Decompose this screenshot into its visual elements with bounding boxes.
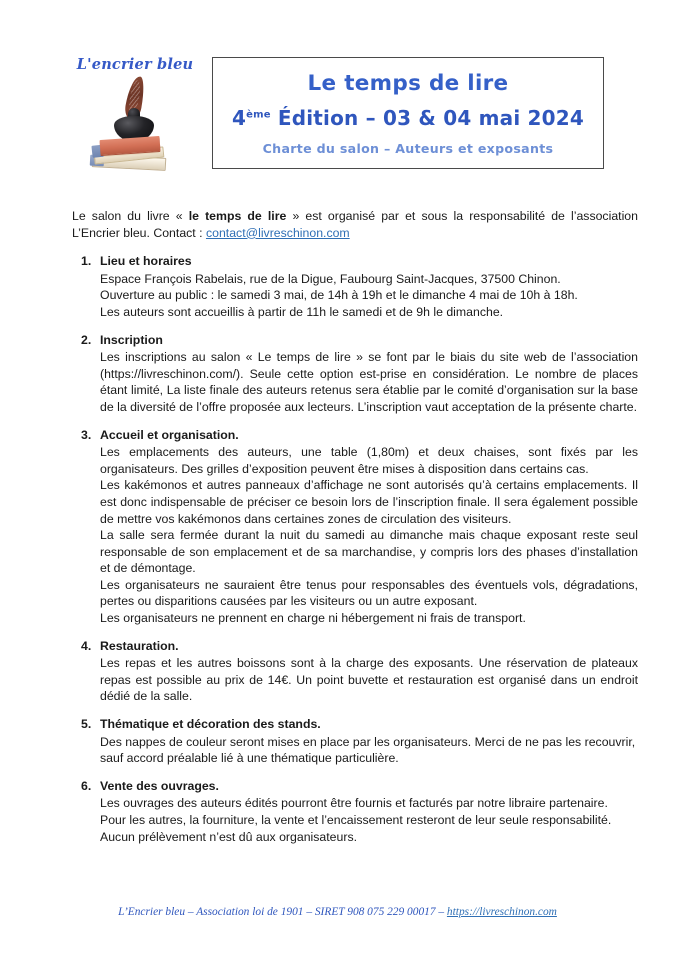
section-item: [72, 332, 638, 416]
section-body: [100, 271, 638, 321]
footer-text: L’Encrier bleu – Association loi de 1901 – SIRET 908 075 229 00017 –: [118, 906, 447, 918]
document-header: [0, 46, 675, 176]
section-title: Lieu et horaires: [100, 254, 192, 269]
section-paragraph: Les repas et les autres boissons sont à la charge des exposants. Une réservation de plateaux repas est possible au prix de 14€. Un point buvette et restauration est organisé dans un endroit dédié de la salle.: [100, 656, 638, 704]
document-subtitle: Charte du salon – Auteurs et exposants: [262, 141, 554, 156]
document-content: [72, 208, 638, 856]
section-item: [72, 253, 638, 320]
contact-email-link[interactable]: contact@livreschinon.com: [205, 225, 350, 240]
section-item: [72, 778, 638, 845]
section-paragraph: Espace François Rabelais, rue de la Digue, Faubourg Saint-Jacques, 37500 Chinon.: [100, 271, 561, 286]
sections-list: [72, 253, 638, 845]
section-paragraph: Pour les autres, la fourniture, la vente et l’encaissement resteront de leur seule responsabilité.: [100, 813, 612, 827]
association-logo: [72, 56, 198, 176]
section-title: Restauration.: [100, 638, 179, 653]
section-paragraph: Les auteurs sont accueillis à partir de 11h le samedi et de 9h le dimanche.: [100, 304, 504, 319]
section-body: [100, 655, 638, 705]
section-paragraph: Des nappes de couleur seront mises en place par les organisateurs. Merci de ne pas les recouvrir, sauf accord préalable lié à une thématique particulière.: [100, 734, 636, 766]
document-footer: [0, 906, 675, 918]
section-title: Accueil et organisation.: [100, 427, 239, 442]
footer-website-link[interactable]: https://livreschinon.com: [446, 906, 557, 918]
section-item: [72, 427, 638, 627]
section-title: Thématique et décoration des stands.: [100, 717, 321, 732]
edition-number: 4: [231, 106, 247, 130]
intro-text-after: » est organisé par et sous la responsabilité de l’association L’Encrier bleu. Contact :: [72, 209, 638, 240]
section-paragraph: Les ouvrages des auteurs édités pourront être fournis et facturés par notre libraire partenaire.: [100, 796, 608, 811]
section-body: [100, 734, 638, 767]
section-body: [100, 444, 638, 627]
intro-text-before: Le salon du livre «: [72, 209, 189, 223]
section-paragraph: Les organisateurs ne sauraient être tenus pour responsables des éventuels vols, dégradations, pertes ou disparitions causées par les visiteurs ou un autre exposant.: [100, 577, 638, 609]
section-paragraph: Les emplacements des auteurs, une table (1,80m) et deux chaises, sont fixés par les organisateurs. Des grilles d’exposition peuvent être mises à disposition dans certains cas.: [100, 445, 638, 476]
section-paragraph: Les organisateurs ne prennent en charge ni hébergement ni frais de transport.: [100, 611, 526, 626]
edition-date-text: Édition – 03 & 04 mai 2024: [270, 106, 585, 130]
section-paragraph: Les kakémonos et autres panneaux d’affichage ne sont autorisés qu’à certains emplacements. Il est donc indispensable de préciser ce besoin lors de l’inscription finale. Il sera également possible de mettre vos kakémonos dans certaines zones de circulation des visiteurs.: [100, 478, 638, 526]
inkwell-quill-books-icon: [72, 74, 198, 170]
section-paragraph: Aucun prélèvement n’est dû aux organisateurs.: [100, 829, 358, 844]
title-box: [212, 57, 604, 169]
section-paragraph: Les inscriptions au salon « Le temps de lire » se font par le biais du site web de l’association (https://livreschinon.com/). Seule cette option est-prise en considération. Le nombre de places étant limité, La liste finale des auteurs retenus sera établie par le comité d’organisation sur la base de la diversité de l’offre proposée aux lecteurs. L’inscription vaut acceptation de la présente charte.: [100, 350, 638, 414]
intro-event-name: le temps de lire: [188, 209, 287, 223]
event-title: Le temps de lire: [307, 71, 509, 96]
section-item: [72, 638, 638, 705]
section-paragraph: La salle sera fermée durant la nuit du samedi au dimanche mais chaque exposant reste seul responsable de son emplacement et de sa marchandise, y compris lors des phases d’installation et de démontage.: [100, 528, 638, 576]
section-title: Inscription: [100, 332, 163, 347]
section-body: [100, 795, 638, 845]
section-body: [100, 349, 638, 415]
event-edition-date: [213, 106, 603, 130]
section-item: [72, 716, 638, 767]
section-paragraph: Ouverture au public : le samedi 3 mai, de 14h à 19h et le dimanche 4 mai de 10h à 18h.: [100, 288, 578, 303]
logo-wordmark: L'encrier bleu: [76, 56, 194, 73]
edition-ordinal-suffix: ème: [246, 109, 271, 121]
intro-paragraph: [72, 208, 638, 241]
section-title: Vente des ouvrages.: [100, 778, 219, 793]
